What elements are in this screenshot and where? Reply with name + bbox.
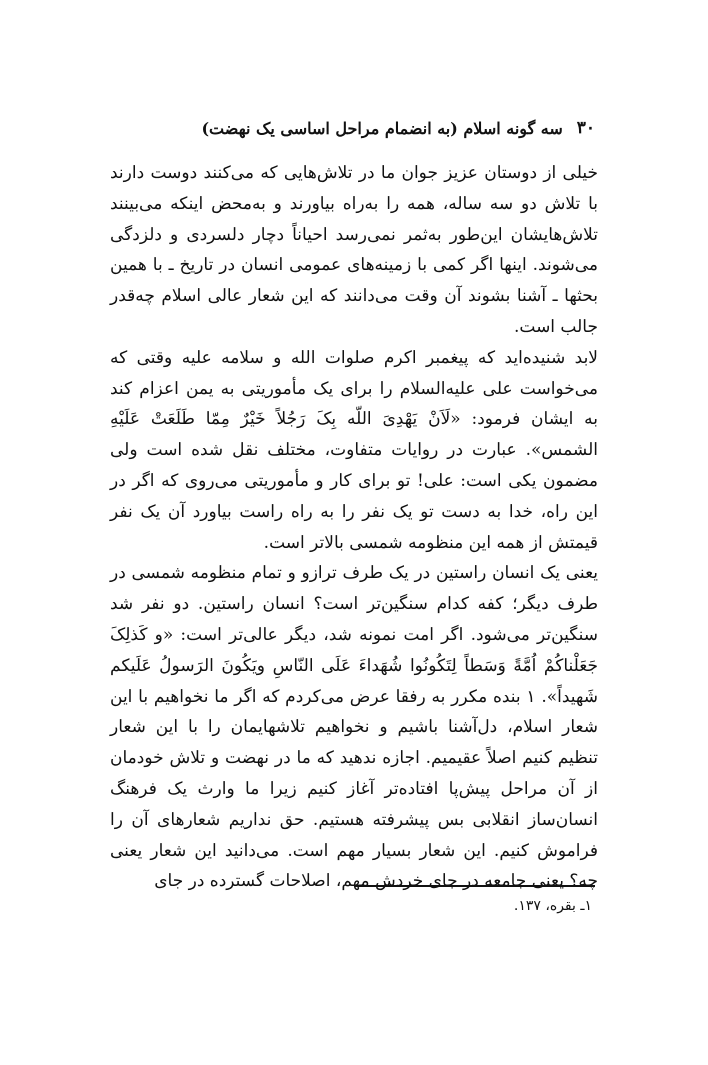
footnote-divider: [355, 885, 595, 887]
page-number: ۳۰: [576, 118, 595, 138]
paragraph: خیلی از دوستان عزیز جوان ما در تلاش‌هایی که می‌کنند دوست دارند با تلاش دو سه ساله، همه را به‌راه بیاورند و به‌محض اینکه می‌بینند تلاش‌هایشان این‌طور به‌ثمر نمی‌رسد احیاناً دچار دلسردی و دلزدگی می‌شوند. اینها اگر کمی با زمینه‌های عمومی انسان در تاریخ ـ با همین بحثها ـ آشنا بشوند آن وقت می‌دانند که این شعار عالی اسلام چه‌قدر جالب است.: [110, 163, 598, 337]
paragraph: یعنی یک انسان راستین در یک طرف ترازو و تمام منظومه شمسی در طرف دیگر؛ کفه کدام سنگین‌تر است؟ انسان راستین. دو نفر شد سنگین‌تر می‌شود. اگر امت نمونه شد، دیگر عالی‌تر است: «و کَذلِکَ جَعَلْناکُمْ اُمَّةً وَسَطاً لِتَکُونُوا شُهَداءَ عَلَی النّاسِ ویَکُونَ الرَسولُ عَلَیکم شَهیداً». ۱ بنده مکرر به رفقا عرض می‌کردم که اگر ما نخواهیم با این شعار اسلام، دل‌آشنا باشیم و نخواهیم تلاشهایمان را با این شعار تنظیم کنیم اصلاً عقیمیم. اجازه ندهید که ما در نهضت و تلاش خودمان از آن مراحل پیش‌پا افتاده‌تر آغاز کنیم زیرا ما وارث یک فرهنگ انسان‌ساز انقلابی بس پیشرفته هستیم. حق نداریم شعارهای آن را فراموش کنیم. این شعار بسیار مهم است. می‌دانید این شعار یعنی چه؟ یعنی جامعه در جای خردش مهم، اصلاحات گسترده در جای: [110, 563, 598, 892]
footnote: ۱ـ بقره، ۱۳۷.: [513, 898, 592, 914]
body-text: [110, 158, 598, 897]
running-title: سه گونه اسلام (به انضمام مراحل اساسی یک نهضت): [201, 118, 563, 138]
page-header: [115, 113, 595, 143]
paragraph: لابد شنیده‌اید که پیغمبر اکرم صلوات الله و سلامه علیه وقتی که می‌خواست علی علیه‌السلام را برای یک مأموریتی به یمن اعزام کند به ایشان فرمود: «لَاَنْ یَهْدِیَ اللّه بِکَ رَجُلاً خَیْرٌ مِمّا طَلَعَتْ عَلَیْهِ الشمس». عبارت در روایات متفاوت، مختلف نقل شده است ولی مضمون یکی است: علی! تو برای کار و مأموریتی می‌روی که اگر در این راه، خدا به دست تو یک نفر را به راه راست بیاورد آن یک نفر قیمتش از همه این منظومه شمسی بالاتر است.: [110, 347, 598, 553]
